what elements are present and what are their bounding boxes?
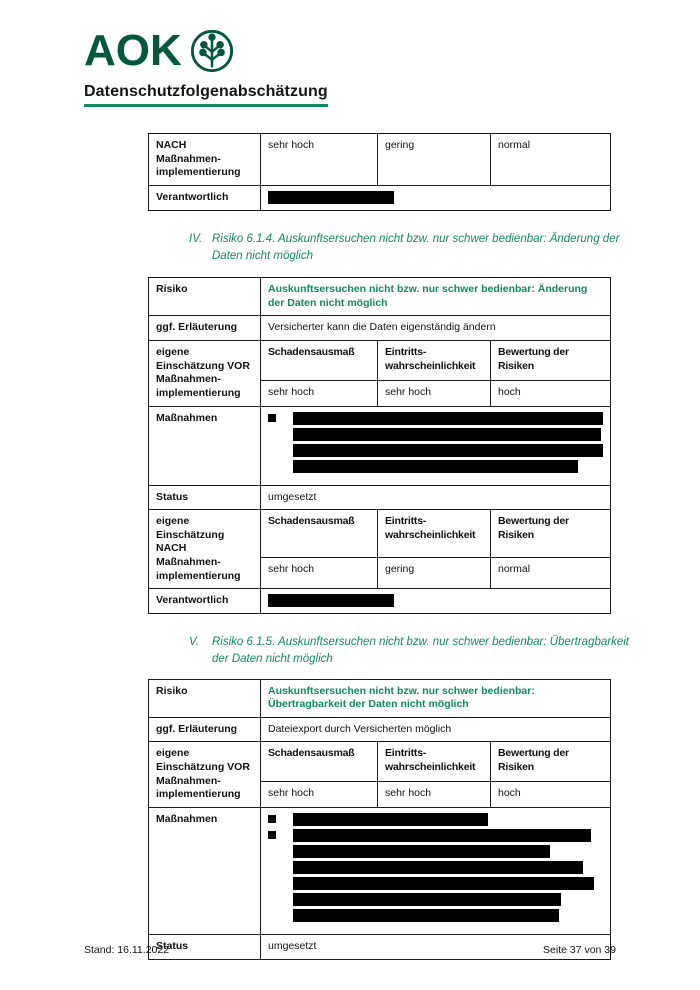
table-row [149, 340, 611, 380]
cell-erlaeuterung-value: Dateiexport durch Versicherten möglich [261, 717, 611, 742]
aok-logo-text: AOK [84, 26, 182, 75]
cell-vor-schaden: sehr hoch [261, 380, 378, 406]
table-row [149, 485, 611, 510]
row-label-nach: NACH Maßnahmen-implementierung [149, 134, 261, 186]
table-row [149, 134, 611, 186]
cell-schaden-value: sehr hoch [261, 134, 378, 186]
cell-verantwortlich-redacted [261, 185, 611, 210]
cell-vor-eintritt: sehr hoch [378, 380, 491, 406]
row-label-verantwortlich: Verantwortlich [149, 185, 261, 210]
redacted-line [268, 829, 603, 842]
cell-vor-schaden: sehr hoch [261, 782, 378, 808]
redacted-bar [293, 845, 550, 858]
heading-number: V. [189, 636, 200, 649]
risk-6-1-5-table [148, 679, 611, 960]
heading-number: IV. [189, 232, 203, 245]
table-row [149, 808, 611, 935]
table-row [149, 742, 611, 782]
cell-risiko-value: Auskunftsersuchen nicht bzw. nur schwer bedienbar: Änderung der Daten nicht möglich [261, 278, 611, 316]
redacted-bar [293, 829, 591, 842]
bullet-spacer [268, 863, 276, 871]
page-footer [84, 944, 616, 956]
cell-erlaeuterung-value: Versicherter kann die Daten eigenständig ändern [261, 316, 611, 341]
bullet-spacer [268, 911, 276, 919]
bullet-spacer [268, 895, 276, 903]
row-label-risiko: Risiko [149, 679, 261, 717]
row-label-vor: eigene Einschätzung VOR Maßnahmen-implementierung [149, 742, 261, 808]
table-row [149, 406, 611, 485]
col-header-schaden: Schadensausmaß [261, 510, 378, 558]
row-label-nach: eigene Einschätzung NACH Maßnahmen-implementierung [149, 510, 261, 589]
table-row [149, 589, 611, 614]
redacted-bar [293, 813, 488, 826]
document-body [148, 133, 629, 960]
risk-6-1-4-table [148, 277, 611, 614]
redacted-bar [293, 877, 594, 890]
col-header-bewertung: Bewertung der Risiken [491, 340, 611, 380]
redacted-bar [268, 594, 394, 607]
redacted-bar [293, 861, 583, 874]
heading-text: Risiko 6.1.4. Auskunftsersuchen nicht bzw. nur schwer bedienbar: Änderung der Daten nicht möglich [212, 232, 620, 262]
cell-massnahmen-redacted [261, 406, 611, 485]
redacted-bar [293, 909, 559, 922]
cell-massnahmen-redacted [261, 808, 611, 935]
col-header-eintritt: Eintritts-wahrscheinlichkeit [378, 742, 491, 782]
col-header-bewertung: Bewertung der Risiken [491, 742, 611, 782]
aok-logo [84, 26, 616, 76]
redacted-line [268, 845, 603, 858]
aok-tree-icon [189, 28, 235, 74]
row-label-status: Status [149, 485, 261, 510]
heading-text: Risiko 6.1.5. Auskunftsersuchen nicht bzw. nur schwer bedienbar: Übertragbarkeit der Daten nicht möglich [212, 636, 629, 666]
bullet-spacer [268, 462, 276, 470]
cell-nach-eintritt: gering [378, 558, 491, 589]
bullet-icon [268, 414, 276, 422]
cell-bewertung-value: normal [491, 134, 611, 186]
continuation-table [148, 133, 611, 211]
bullet-spacer [268, 446, 276, 454]
row-label-erlaeuterung: ggf. Erläuterung [149, 316, 261, 341]
redacted-line [268, 460, 603, 473]
table-row [149, 679, 611, 717]
bullet-icon [268, 815, 276, 823]
row-label-verantwortlich: Verantwortlich [149, 589, 261, 614]
row-label-status: Status [149, 935, 261, 960]
table-row [149, 316, 611, 341]
section-heading-6-1-4 [189, 231, 644, 266]
cell-nach-schaden: sehr hoch [261, 558, 378, 589]
table-row [149, 510, 611, 558]
redacted-bar [268, 191, 394, 204]
cell-vor-bewertung: hoch [491, 782, 611, 808]
cell-status-value: umgesetzt [261, 485, 611, 510]
bullet-spacer [268, 879, 276, 887]
col-header-bewertung: Bewertung der Risiken [491, 510, 611, 558]
table-row [149, 717, 611, 742]
redacted-bar [293, 893, 561, 906]
redacted-line [268, 412, 603, 425]
redacted-bar [293, 428, 601, 441]
redacted-line [268, 428, 603, 441]
cell-status-value: umgesetzt [261, 935, 611, 960]
redacted-bar [293, 412, 603, 425]
col-header-schaden: Schadensausmaß [261, 340, 378, 380]
bullet-icon [268, 831, 276, 839]
cell-risiko-value: Auskunftsersuchen nicht bzw. nur schwer bedienbar: Übertragbarkeit der Daten nicht möglich [261, 679, 611, 717]
redacted-bar [293, 444, 603, 457]
document-title: Datenschutzfolgenabschätzung [84, 83, 328, 107]
row-label-massnahmen: Maßnahmen [149, 808, 261, 935]
bullet-spacer [268, 430, 276, 438]
row-label-massnahmen: Maßnahmen [149, 406, 261, 485]
bullet-spacer [268, 847, 276, 855]
row-label-vor: eigene Einschätzung VOR Maßnahmen-implementierung [149, 340, 261, 406]
table-row [149, 185, 611, 210]
cell-verantwortlich-redacted [261, 589, 611, 614]
table-row [149, 278, 611, 316]
row-label-risiko: Risiko [149, 278, 261, 316]
col-header-eintritt: Eintritts-wahrscheinlichkeit [378, 510, 491, 558]
cell-nach-bewertung: normal [491, 558, 611, 589]
cell-eintritt-value: gering [378, 134, 491, 186]
redacted-line [268, 893, 603, 906]
footer-stand-date: Stand: 16.11.2022 [84, 944, 170, 956]
redacted-line [268, 909, 603, 922]
footer-page-number: Seite 37 von 39 [543, 944, 616, 956]
row-label-erlaeuterung: ggf. Erläuterung [149, 717, 261, 742]
cell-vor-bewertung: hoch [491, 380, 611, 406]
cell-vor-eintritt: sehr hoch [378, 782, 491, 808]
col-header-schaden: Schadensausmaß [261, 742, 378, 782]
redacted-line [268, 813, 603, 826]
section-heading-6-1-5 [189, 634, 644, 669]
col-header-eintritt: Eintritts-wahrscheinlichkeit [378, 340, 491, 380]
redacted-line [268, 877, 603, 890]
redacted-bar [293, 460, 578, 473]
redacted-line [268, 861, 603, 874]
redacted-line [268, 444, 603, 457]
